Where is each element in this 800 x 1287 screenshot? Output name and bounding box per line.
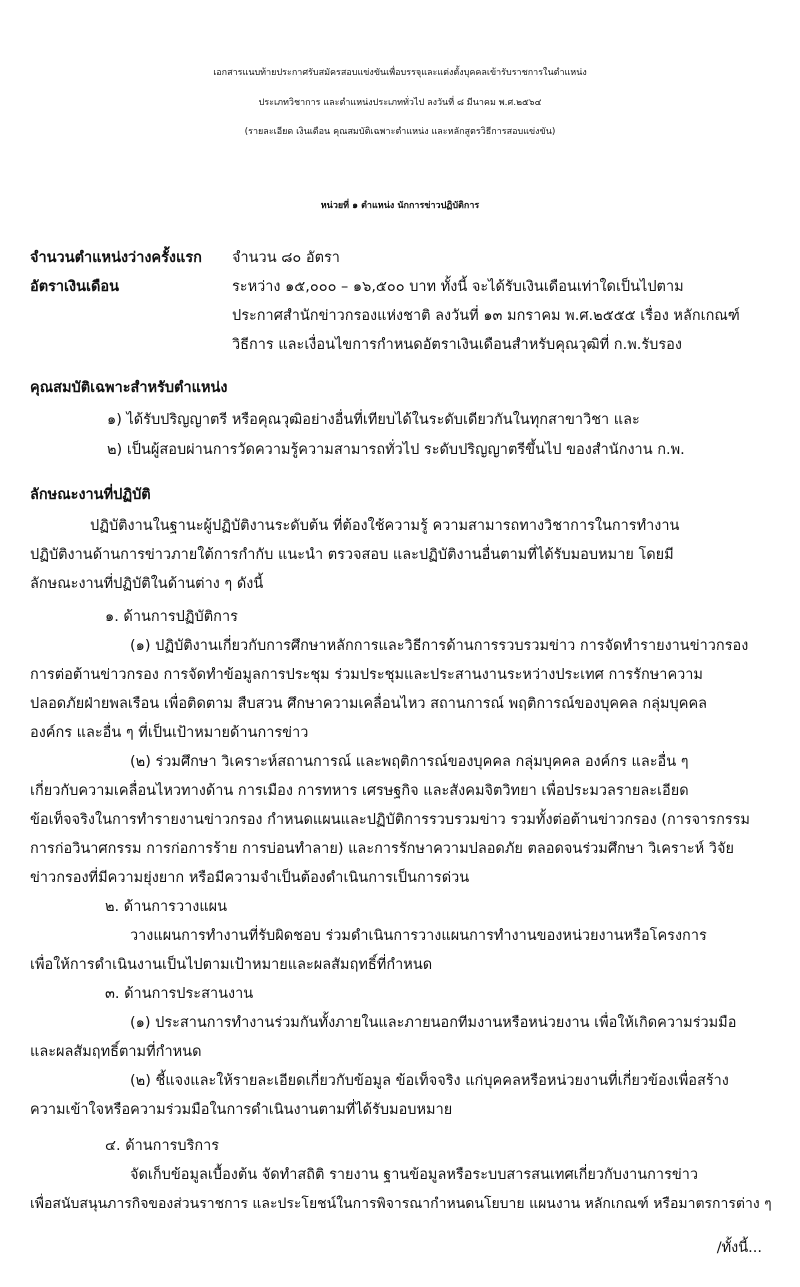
section-4-line-1: จัดเก็บข้อมูลเบื้องต้น จัดทำสถิติ รายงาน ฐานข้อมูลหรือระบบสารสนเทศเกี่ยวกับงานการข่าว xyxy=(130,1167,699,1183)
section-3-para-2-line-2: ความเข้าใจหรือความร่วมมือในการดำเนินงานตามที่ได้รับมอบหมาย xyxy=(30,1102,453,1118)
unit-title: หน่วยที่ ๑ ตำแหน่ง นักการข่าวปฏิบัติการ xyxy=(320,201,480,211)
section-1-para-1-line-4: องค์กร และอื่น ๆ ที่เป็นเป้าหมายด้านการข่าว xyxy=(30,725,309,741)
salary-line-1: ระหว่าง ๑๕,๐๐๐ – ๑๖,๕๐๐ บาท ทั้งนี้ จะได้รับเงินเดือนเท่าใดเป็นไปตาม xyxy=(232,279,684,295)
section-2-line-1: วางแผนการทำงานที่รับผิดชอบ ร่วมดำเนินการวางแผนการทำงานของหน่วยงานหรือโครงการ xyxy=(130,928,707,944)
section-1-para-1-line-1: (๑) ปฏิบัติงานเกี่ยวกับการศึกษาหลักการและวิธีการด้านการรวบรวมข่าว การจัดทำรายงานข่าวกรอง xyxy=(130,638,749,654)
salary-line-2: ประกาศสำนักข่าวกรองแห่งชาติ ลงวันที่ ๑๓ มกราคม พ.ศ.๒๕๕๕ เรื่อง หลักเกณฑ์ xyxy=(232,308,740,324)
salary-line-3: วิธีการ และเงื่อนไขการกำหนดอัตราเงินเดือนสำหรับคุณวุฒิที่ ก.พ.รับรอง xyxy=(232,337,682,353)
section-1-title: ๑. ด้านการปฏิบัติการ xyxy=(105,609,238,625)
section-3-title: ๓. ด้านการประสานงาน xyxy=(105,986,254,1002)
section-2-line-2: เพื่อให้การดำเนินงานเป็นไปตามเป้าหมายและผลสัมฤทธิ์ที่กำหนด xyxy=(30,957,433,973)
duties-intro-line-3: ลักษณะงานที่ปฏิบัติในด้านต่าง ๆ ดังนี้ xyxy=(30,576,264,592)
duties-intro-line-1: ปฏิบัติงานในฐานะผู้ปฏิบัติงานระดับต้น ที่ต้องใช้ความรู้ ความสามารถทางวิชาการในการทำงาน xyxy=(90,518,680,534)
duties-heading: ลักษณะงานที่ปฏิบัติ xyxy=(30,487,151,503)
header-line-2: ประเภทวิชาการ และตำแหน่งประเภททั่วไป ลงวันที่ ๘ มีนาคม พ.ศ.๒๕๖๔ xyxy=(258,98,542,108)
header-line-3: (รายละเอียด เงินเดือน คุณสมบัติเฉพาะตำแหน่ง และหลักสูตรวิธีการสอบแข่งขัน) xyxy=(244,127,556,137)
salary-label: อัตราเงินเดือน xyxy=(30,279,119,295)
positions-label: จำนวนตำแหน่งว่างครั้งแรก xyxy=(30,250,202,266)
section-1-para-2-line-1: (๒) ร่วมศึกษา วิเคราะห์สถานการณ์ และพฤติการณ์ของบุคคล กลุ่มบุคคล องค์กร และอื่น ๆ xyxy=(130,754,689,770)
section-2-title: ๒. ด้านการวางแผน xyxy=(105,899,228,915)
section-1-para-2-line-4: การก่อวินาศกรรม การก่อการร้าย การบ่อนทำลาย) และการรักษาความปลอดภัย ตลอดจนร่วมศึกษา วิเคราะห์ วิจัย xyxy=(30,841,734,857)
section-4-line-2: เพื่อสนับสนุนภารกิจของส่วนราชการ และประโยชน์ในการพิจารณากำหนดนโยบาย แผนงาน หลักเกณฑ์ หรือมาตรการต่าง ๆ xyxy=(30,1196,772,1212)
continuation-marker: /ทั้งนี้... xyxy=(716,1240,762,1256)
section-1-para-1-line-3: ปลอดภัยฝ่ายพลเรือน เพื่อติดตาม สืบสวน ศึกษาความเคลื่อนไหว สถานการณ์ พฤติการณ์ของบุคคล กลุ่มบุคคล xyxy=(30,696,708,712)
section-1-para-2-line-2: เกี่ยวกับความเคลื่อนไหวทางด้าน การเมือง การทหาร เศรษฐกิจ และสังคมจิตวิทยา เพื่อประมวลรายละเอียด xyxy=(30,783,689,799)
section-3-para-1-line-1: (๑) ประสานการทำงานร่วมกันทั้งภายในและภายนอกทีมงานหรือหน่วยงาน เพื่อให้เกิดความร่วมมือ xyxy=(130,1015,737,1031)
section-1-para-2-line-3: ข้อเท็จจริงในการทำรายงานข่าวกรอง กำหนดแผนและปฏิบัติการรวบรวมข่าว รวมทั้งต่อต้านข่าวกรอง (การจารกรรม xyxy=(30,812,750,828)
duties-intro-line-2: ปฏิบัติงานด้านการข่าวภายใต้การกำกับ แนะนำ ตรวจสอบ และปฏิบัติงานอื่นตามที่ได้รับมอบหมาย โดยมี xyxy=(30,547,674,563)
section-1-para-1-line-2: การต่อต้านข่าวกรอง การจัดทำข้อมูลการประชุม ร่วมประชุมและประสานงานระหว่างประเทศ การรักษาความ xyxy=(30,667,703,683)
positions-value: จำนวน ๘๐ อัตรา xyxy=(232,250,340,266)
section-3-para-2-line-1: (๒) ชี้แจงและให้รายละเอียดเกี่ยวกับข้อมูล ข้อเท็จจริง แก่บุคคลหรือหน่วยงานที่เกี่ยวข้องเพื่อสร้าง xyxy=(130,1073,729,1089)
qualification-item-2: ๒) เป็นผู้สอบผ่านการวัดความรู้ความสามารถทั่วไป ระดับปริญญาตรีขึ้นไป ของสำนักงาน ก.พ. xyxy=(107,442,685,458)
header-line-1: เอกสารแนบท้ายประกาศรับสมัครสอบแข่งขันเพื่อบรรจุและแต่งตั้งบุคคลเข้ารับราชการในตำแหน่ง xyxy=(213,68,587,78)
section-4-title: ๔. ด้านการบริการ xyxy=(105,1138,220,1154)
qualification-item-1: ๑) ได้รับปริญญาตรี หรือคุณวุฒิอย่างอื่นที่เทียบได้ในระดับเดียวกันในทุกสาขาวิชา และ xyxy=(107,412,640,428)
section-1-para-2-line-5: ข่าวกรองที่มีความยุ่งยาก หรือมีความจำเป็นต้องดำเนินการเป็นการด่วน xyxy=(30,870,470,886)
section-3-para-1-line-2: และผลสัมฤทธิ์ตามที่กำหนด xyxy=(30,1044,202,1060)
qualifications-heading: คุณสมบัติเฉพาะสำหรับตำแหน่ง xyxy=(30,380,228,396)
